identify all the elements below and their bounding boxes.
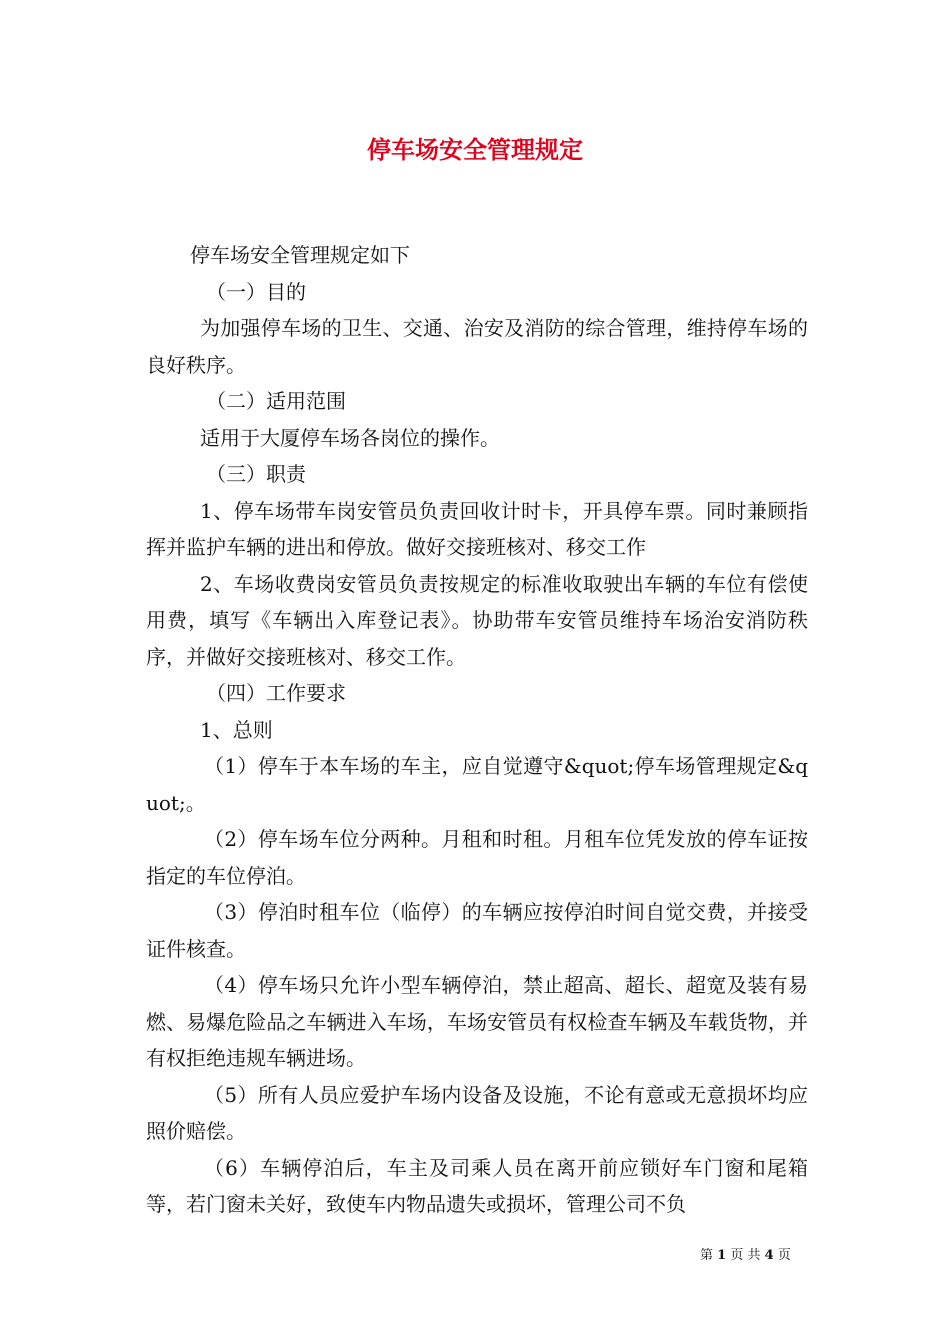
paragraph: （3）停泊时租车位（临停）的车辆应按停泊时间自觉交费，并接受证件核查。 xyxy=(146,900,808,961)
footer-suffix: 页 xyxy=(777,1248,791,1263)
paragraph: 为加强停车场的卫生、交通、治安及消防的综合管理，维持停车场的良好秩序。 xyxy=(146,316,808,377)
paragraph: （4）停车场只允许小型车辆停泊，禁止超高、超长、超宽及装有易燃、易爆危险品之车辆进入车场，车场安管员有权检查车辆及车载货物，并有权拒绝违规车辆进场。 xyxy=(146,973,808,1070)
paragraph: 2、车场收费岗安管员负责按规定的标准收取驶出车辆的车位有偿使用费，填写《车辆出入库登记表》。协助带车安管员维持车场治安消防秩序，并做好交接班核对、移交工作。 xyxy=(146,571,808,669)
page-title: 停车场安全管理规定 xyxy=(367,135,583,164)
paragraph: （5）所有人员应爱护车场内设备及设施，不论有意或无意损坏均应照价赔偿。 xyxy=(146,1082,808,1143)
paragraph: （2）停车场车位分两种。月租和时租。月租车位凭发放的停车证按指定的车位停泊。 xyxy=(146,827,808,888)
paragraph: 1、停车场带车岗安管员负责回收计时卡，开具停车票。同时兼顾指挥并监护车辆的进出和停放。做好交接班核对、移交工作 xyxy=(146,498,808,559)
footer-total: 4 xyxy=(764,1248,774,1263)
page-number-footer xyxy=(700,1247,810,1265)
footer-prefix: 第 xyxy=(700,1248,714,1263)
paragraph: 适用于大厦停车场各岗位的操作。 xyxy=(200,425,500,450)
section-heading: （一）目的 xyxy=(206,279,306,304)
document-body xyxy=(146,237,808,1223)
section-heading: （三）职责 xyxy=(206,462,306,486)
subsection-heading: 1、总则 xyxy=(200,717,273,742)
footer-page: 1 xyxy=(717,1248,727,1263)
section-heading: （二）适用范围 xyxy=(206,389,346,413)
paragraph: （6）车辆停泊后，车主及司乘人员在离开前应锁好车门窗和尾箱等，若门窗未关好，致使车内物品遗失或损坏，管理公司不负 xyxy=(146,1155,808,1216)
paragraph: 停车场安全管理规定如下 xyxy=(190,243,410,267)
section-heading: （四）工作要求 xyxy=(206,681,346,705)
footer-middle: 页 共 xyxy=(730,1248,761,1263)
paragraph: （1）停车于本车场的车主，应自觉遵守&quot;停车场管理规定&quot;。 xyxy=(146,754,808,815)
